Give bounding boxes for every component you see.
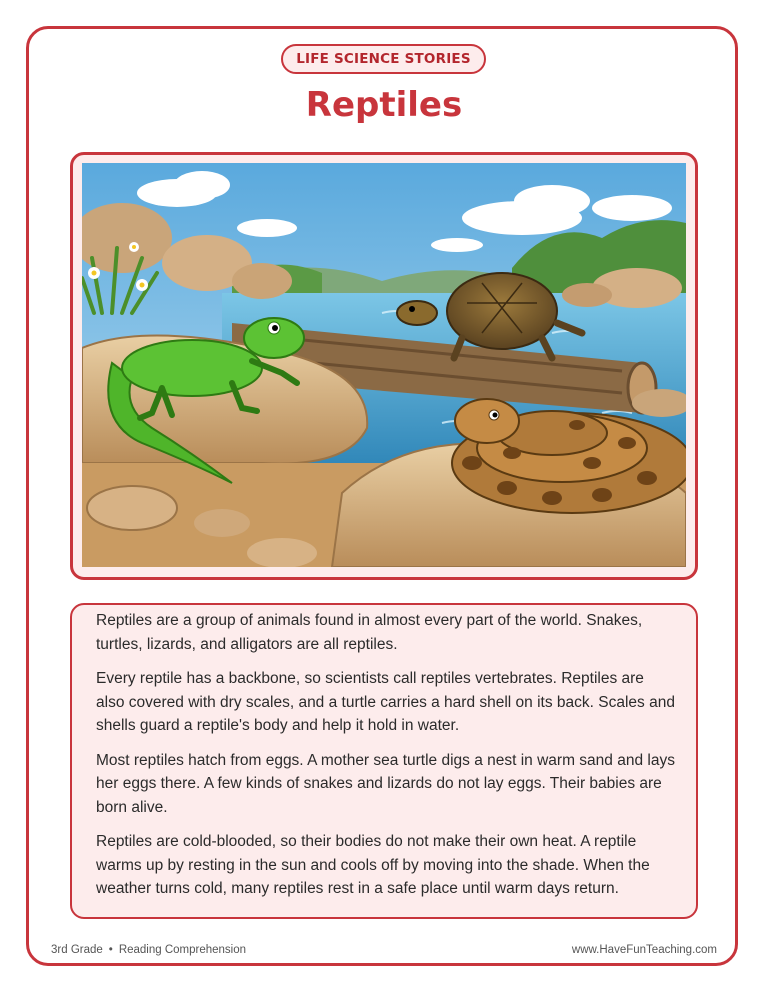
series-label: LIFE SCIENCE STORIES bbox=[296, 51, 471, 67]
footer-subject: Reading Comprehension bbox=[118, 944, 247, 956]
story-paragraph-2: Every reptile has a backbone, so scientists call reptiles vertebrates. Reptiles are also covered with dry scales, and a turtle carries a hard shell on its back. Scales and shells guard a reptile's body and help it hold in water. bbox=[96, 670, 675, 734]
story-paragraph-1: Reptiles are a group of animals found in almost every part of the world. Snakes, turtles, lizards, and alligators are all reptiles. bbox=[96, 612, 643, 653]
story-paragraph-4: Reptiles are cold-blooded, so their bodies do not make their own heat. A reptile warms up by resting in the sun and cools off by moving into the shade. When the weather turns cold, many reptiles rest in a safe place until warm days return. bbox=[96, 833, 650, 897]
story-text-box bbox=[70, 603, 698, 919]
footer-grade: 3rd Grade bbox=[51, 944, 103, 956]
footer-separator: • bbox=[108, 944, 113, 956]
footer-left bbox=[51, 944, 246, 956]
story-paragraph-3: Most reptiles hatch from eggs. A mother sea turtle digs a nest in warm sand and lays her eggs there. A few kinds of snakes and lizards do not lay eggs. Their babies are born alive. bbox=[96, 751, 675, 816]
series-label-badge bbox=[281, 44, 486, 74]
footer-website[interactable]: www.HaveFunTeaching.com bbox=[571, 944, 717, 956]
reptiles-illustration bbox=[82, 163, 686, 567]
page-title: Reptiles bbox=[305, 85, 463, 125]
